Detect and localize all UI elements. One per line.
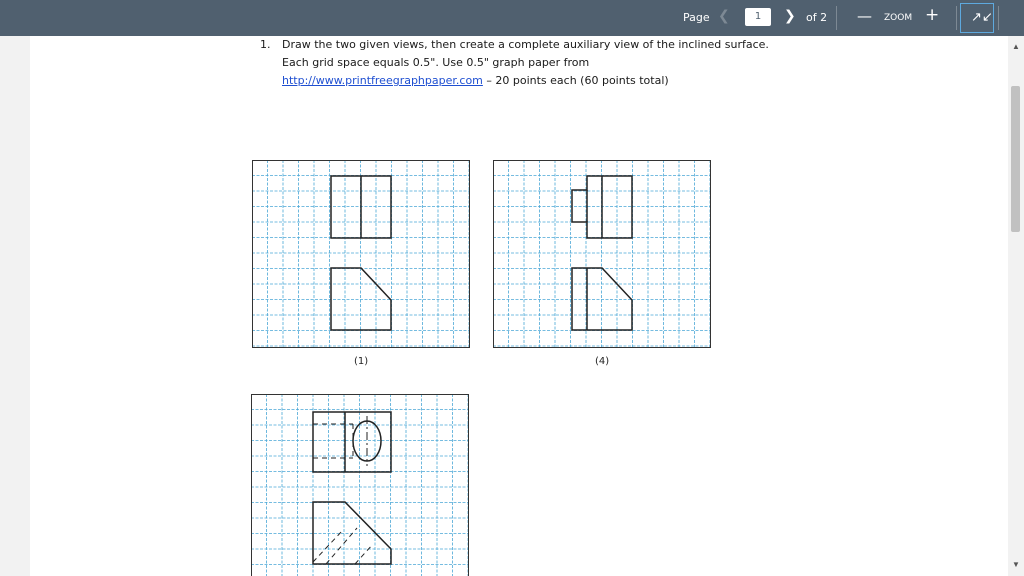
figure-3-front-view [313,502,391,564]
figure-4-caption: (4) [595,356,610,367]
minus-icon[interactable]: — [857,7,872,25]
triangle-down-icon[interactable]: ▼ [1012,560,1020,569]
figure-3-grid [251,394,469,576]
toolbar-divider [998,6,999,30]
instructions [260,36,820,96]
zoom-label: ZOOM [884,13,913,23]
page-label: Page [683,11,710,24]
plus-icon[interactable]: + [925,5,940,25]
scrollbar-thumb[interactable] [1011,86,1020,232]
toolbar-divider [836,6,837,30]
figure-4-front-view [572,268,632,330]
triangle-up-icon[interactable]: ▲ [1012,42,1020,51]
item-number: 1. [260,38,271,51]
figure-1-grid [252,160,470,348]
chevron-left-icon[interactable]: ❮ [718,8,730,24]
instruction-line-2: Each grid space equals 0.5". Use 0.5" graph paper from [282,56,590,69]
points-text: – 20 points each (60 points total) [482,74,669,87]
pdf-toolbar [0,0,1024,36]
collapse-icon: ↗↙ [971,10,993,25]
vertical-scrollbar[interactable] [1008,36,1024,576]
figure-3-top-view [313,412,391,472]
toolbar-divider [956,6,957,30]
figure-1-caption: (1) [354,356,369,367]
chevron-right-icon[interactable]: ❯ [784,8,796,24]
page-number-input[interactable]: 1 [745,8,771,26]
fit-page-button[interactable] [960,3,994,33]
page-count: of 2 [806,11,828,24]
figure-4-grid [493,160,711,348]
instruction-line-1: Draw the two given views, then create a complete auxiliary view of the inclined surface. [282,38,769,51]
pdf-page [30,36,1008,576]
instruction-line-3 [282,72,669,90]
graph-paper-link[interactable]: http://www.printfreegraphpaper.com [282,74,483,87]
figure-1-front-view [331,268,391,330]
